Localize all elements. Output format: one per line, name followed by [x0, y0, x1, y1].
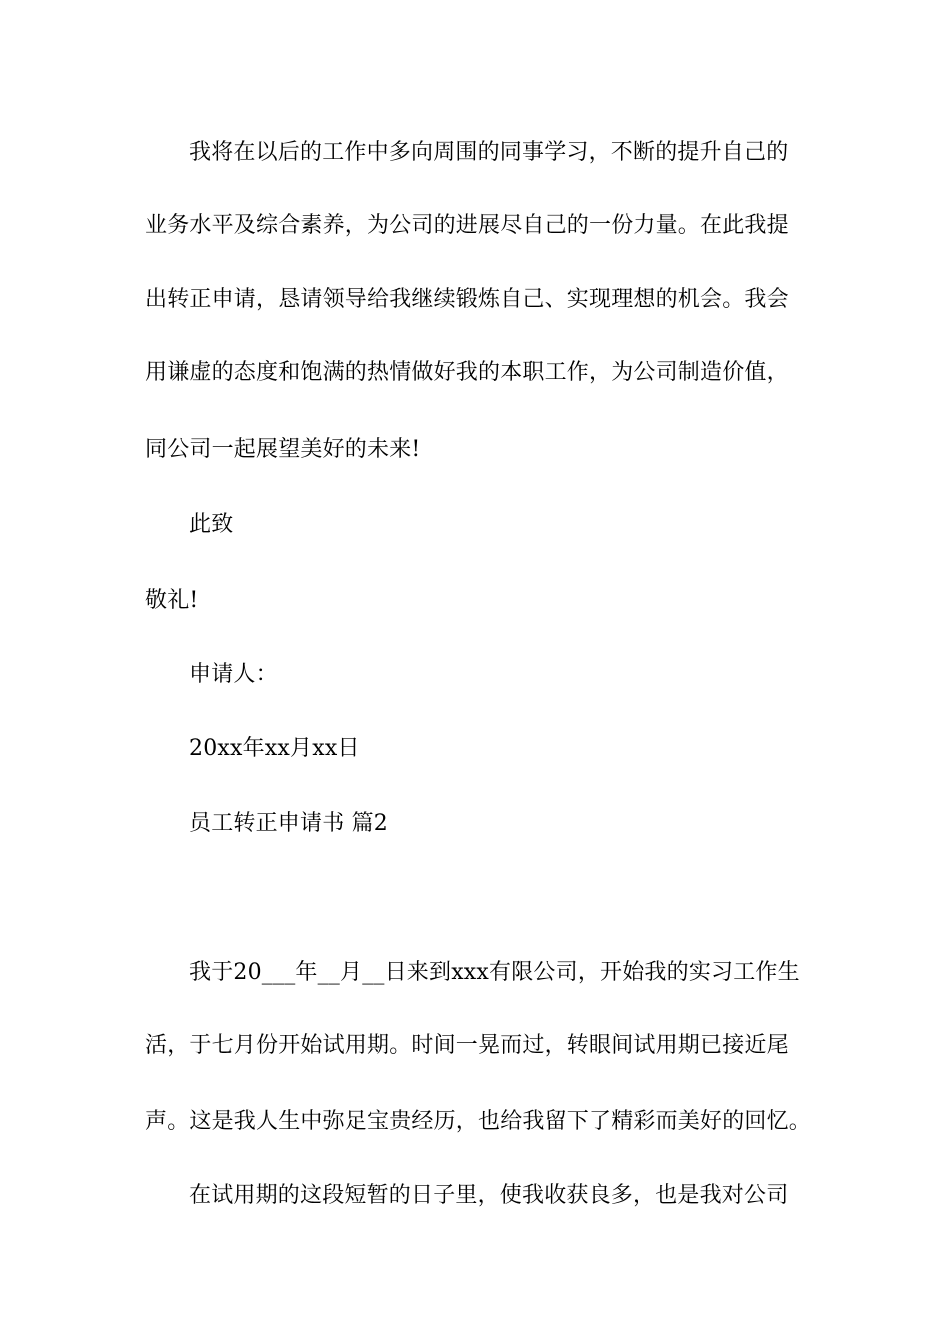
paragraph-2-line-2: 活，于七月份开始试用期。时间一晃而过，转眼间试用期已接近尾: [145, 1033, 789, 1058]
section-title: 员工转正申请书 篇2: [189, 811, 388, 836]
paragraph-1-line-5: 同公司一起展望美好的未来!: [145, 437, 421, 462]
paragraph-2-line-3: 声。这是我人生中弥足宝贵经历，也给我留下了精彩而美好的回忆。: [145, 1109, 812, 1134]
paragraph-2-line-1: 我于20___年__月__日来到xxx有限公司，开始我的实习工作生: [189, 960, 800, 985]
applicant-label: 申请人：: [189, 662, 278, 687]
salute-text: 敬礼!: [145, 588, 199, 613]
paragraph-1-line-4: 用谦虚的态度和饱满的热情做好我的本职工作，为公司制造价值，: [145, 360, 789, 385]
paragraph-1-line-3: 出转正申请，恳请领导给我继续锻炼自己、实现理想的机会。我会: [145, 287, 789, 312]
paragraph-3-line-1: 在试用期的这段短暂的日子里，使我收获良多，也是我对公司: [189, 1183, 789, 1208]
paragraph-1-line-1: 我将在以后的工作中多向周围的同事学习，不断的提升自己的: [189, 140, 789, 165]
paragraph-1-line-2: 业务水平及综合素养，为公司的进展尽自己的一份力量。在此我提: [145, 213, 789, 238]
date-line: 20xx年xx月xx日: [189, 736, 360, 761]
closing-text: 此致: [189, 512, 234, 537]
